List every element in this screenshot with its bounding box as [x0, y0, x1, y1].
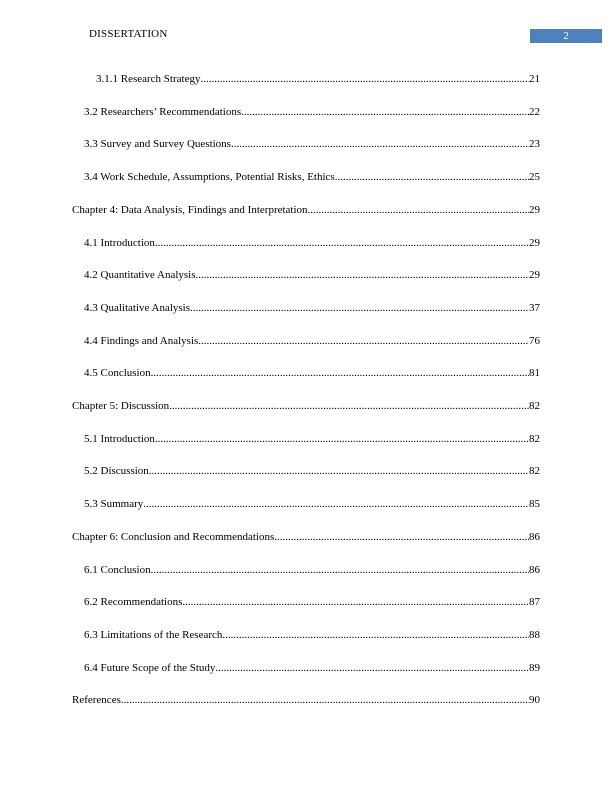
- toc-entry[interactable]: [84, 105, 540, 119]
- toc-entry-page-number: 82: [529, 432, 540, 445]
- toc-dot-leader: [215, 661, 529, 675]
- toc-entry[interactable]: [72, 693, 540, 707]
- toc-entry-page-number: 86: [529, 530, 540, 543]
- page-number-badge: 2: [530, 29, 602, 43]
- toc-entry-page-number: 87: [529, 596, 540, 609]
- toc-entry[interactable]: [84, 595, 540, 609]
- toc-entry-page-number: 29: [529, 269, 540, 282]
- toc-entry-page-number: 81: [529, 367, 540, 380]
- toc-dot-leader: [155, 236, 529, 250]
- toc-entry-page-number: 29: [529, 203, 540, 216]
- toc-entry[interactable]: [96, 72, 540, 86]
- toc-dot-leader: [151, 366, 529, 380]
- toc-dot-leader: [155, 432, 529, 446]
- toc-entry[interactable]: [84, 497, 540, 511]
- toc-dot-leader: [169, 399, 529, 413]
- toc-entry-title: 4.1 Introduction: [84, 236, 155, 249]
- toc-dot-leader: [274, 530, 529, 544]
- toc-entry-title: 4.4 Findings and Analysis: [84, 334, 199, 347]
- toc-entry-title: Chapter 4: Data Analysis, Findings and Interpretation: [72, 203, 308, 216]
- toc-entry-page-number: 85: [529, 498, 540, 511]
- toc-dot-leader: [196, 268, 529, 282]
- toc-dot-leader: [143, 497, 529, 511]
- toc-entry-title: 4.3 Qualitative Analysis: [84, 301, 191, 314]
- toc-entry-page-number: 22: [529, 105, 540, 118]
- toc-entry[interactable]: [84, 268, 540, 282]
- toc-entry[interactable]: [72, 203, 540, 217]
- toc-dot-leader: [231, 137, 529, 151]
- toc-entry[interactable]: [72, 530, 540, 544]
- toc-entry[interactable]: [84, 236, 540, 250]
- toc-entry-title: 3.3 Survey and Survey Questions: [84, 138, 231, 151]
- toc-entry-title: 6.1 Conclusion: [84, 563, 151, 576]
- toc-entry-title: 3.2 Researchers’ Recommendations: [84, 105, 242, 118]
- toc-entry-page-number: 82: [529, 465, 540, 478]
- toc-entry-title: References: [72, 694, 121, 707]
- toc-entry-title: 4.2 Quantitative Analysis: [84, 269, 196, 282]
- toc-entry-page-number: 88: [529, 628, 540, 641]
- toc-dot-leader: [149, 464, 529, 478]
- toc-entry-title: 4.5 Conclusion: [84, 367, 151, 380]
- toc-entry-title: 6.2 Recommendations: [84, 596, 183, 609]
- toc-entry-title: 3.4 Work Schedule, Assumptions, Potential Risks, Ethics: [84, 171, 335, 184]
- toc-dot-leader: [222, 628, 529, 642]
- toc-entry[interactable]: [84, 432, 540, 446]
- toc-entry[interactable]: [84, 137, 540, 151]
- toc-entry-page-number: 90: [529, 694, 540, 707]
- toc-dot-leader: [151, 563, 529, 577]
- toc-entry[interactable]: [84, 170, 540, 184]
- toc-entry-title: 6.3 Limitations of the Research: [84, 628, 223, 641]
- toc-entry-page-number: 21: [529, 73, 540, 85]
- toc-entry[interactable]: [84, 628, 540, 642]
- toc-entry-title: 6.4 Future Scope of the Study: [84, 661, 216, 674]
- toc-entry[interactable]: [84, 334, 540, 348]
- toc-entry-page-number: 37: [529, 301, 540, 314]
- toc-dot-leader: [198, 334, 529, 348]
- toc-entry-title: 5.2 Discussion: [84, 465, 149, 478]
- toc-entry[interactable]: [84, 563, 540, 577]
- toc-entry[interactable]: [84, 366, 540, 380]
- toc-dot-leader: [121, 693, 529, 707]
- toc-entry-title: 5.3 Summary: [84, 498, 144, 511]
- toc-dot-leader: [308, 203, 529, 217]
- toc-entry-title: Chapter 6: Conclusion and Recommendations: [72, 530, 275, 543]
- toc-entry-page-number: 29: [529, 236, 540, 249]
- toc-entry-page-number: 25: [529, 171, 540, 184]
- toc-entry-title: Chapter 5: Discussion: [72, 400, 170, 412]
- toc-entry[interactable]: [84, 661, 540, 675]
- toc-entry[interactable]: [72, 399, 540, 413]
- toc-dot-leader: [190, 301, 529, 315]
- toc-entry-page-number: 76: [529, 334, 540, 347]
- toc-dot-leader: [335, 170, 529, 184]
- toc-entry[interactable]: [84, 301, 540, 315]
- toc-entry-page-number: 86: [529, 563, 540, 576]
- toc-entry-page-number: 89: [529, 661, 540, 674]
- toc-entry-title: 3.1.1 Research Strategy: [96, 73, 201, 85]
- toc-entry-title: 5.1 Introduction: [84, 432, 155, 445]
- toc-entry[interactable]: [84, 464, 540, 478]
- toc-entry-page-number: 82: [529, 400, 540, 412]
- toc-entry-page-number: 23: [529, 138, 540, 151]
- running-header-title: DISSERTATION: [89, 28, 168, 40]
- toc-dot-leader: [241, 105, 529, 119]
- toc-dot-leader: [182, 595, 529, 609]
- toc-dot-leader: [200, 72, 529, 86]
